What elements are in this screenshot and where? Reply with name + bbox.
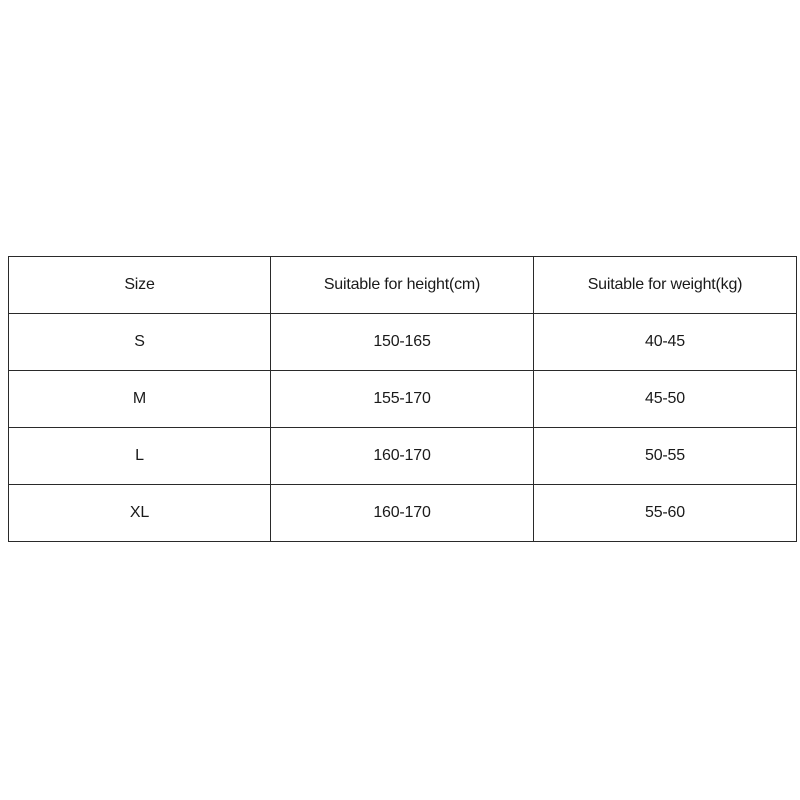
cell-height: 155-170 [271, 371, 534, 428]
cell-size: M [9, 371, 271, 428]
table-row [9, 314, 797, 371]
header-height: Suitable for height(cm) [271, 257, 534, 314]
size-chart-table [8, 256, 797, 542]
cell-height: 160-170 [271, 485, 534, 542]
cell-weight: 50-55 [534, 428, 797, 485]
cell-weight: 45-50 [534, 371, 797, 428]
cell-size: S [9, 314, 271, 371]
table-row [9, 371, 797, 428]
cell-size: L [9, 428, 271, 485]
cell-weight: 40-45 [534, 314, 797, 371]
cell-height: 160-170 [271, 428, 534, 485]
table-header-row [9, 257, 797, 314]
cell-size: XL [9, 485, 271, 542]
table-row [9, 485, 797, 542]
table-row [9, 428, 797, 485]
cell-height: 150-165 [271, 314, 534, 371]
header-size: Size [9, 257, 271, 314]
cell-weight: 55-60 [534, 485, 797, 542]
header-weight: Suitable for weight(kg) [534, 257, 797, 314]
